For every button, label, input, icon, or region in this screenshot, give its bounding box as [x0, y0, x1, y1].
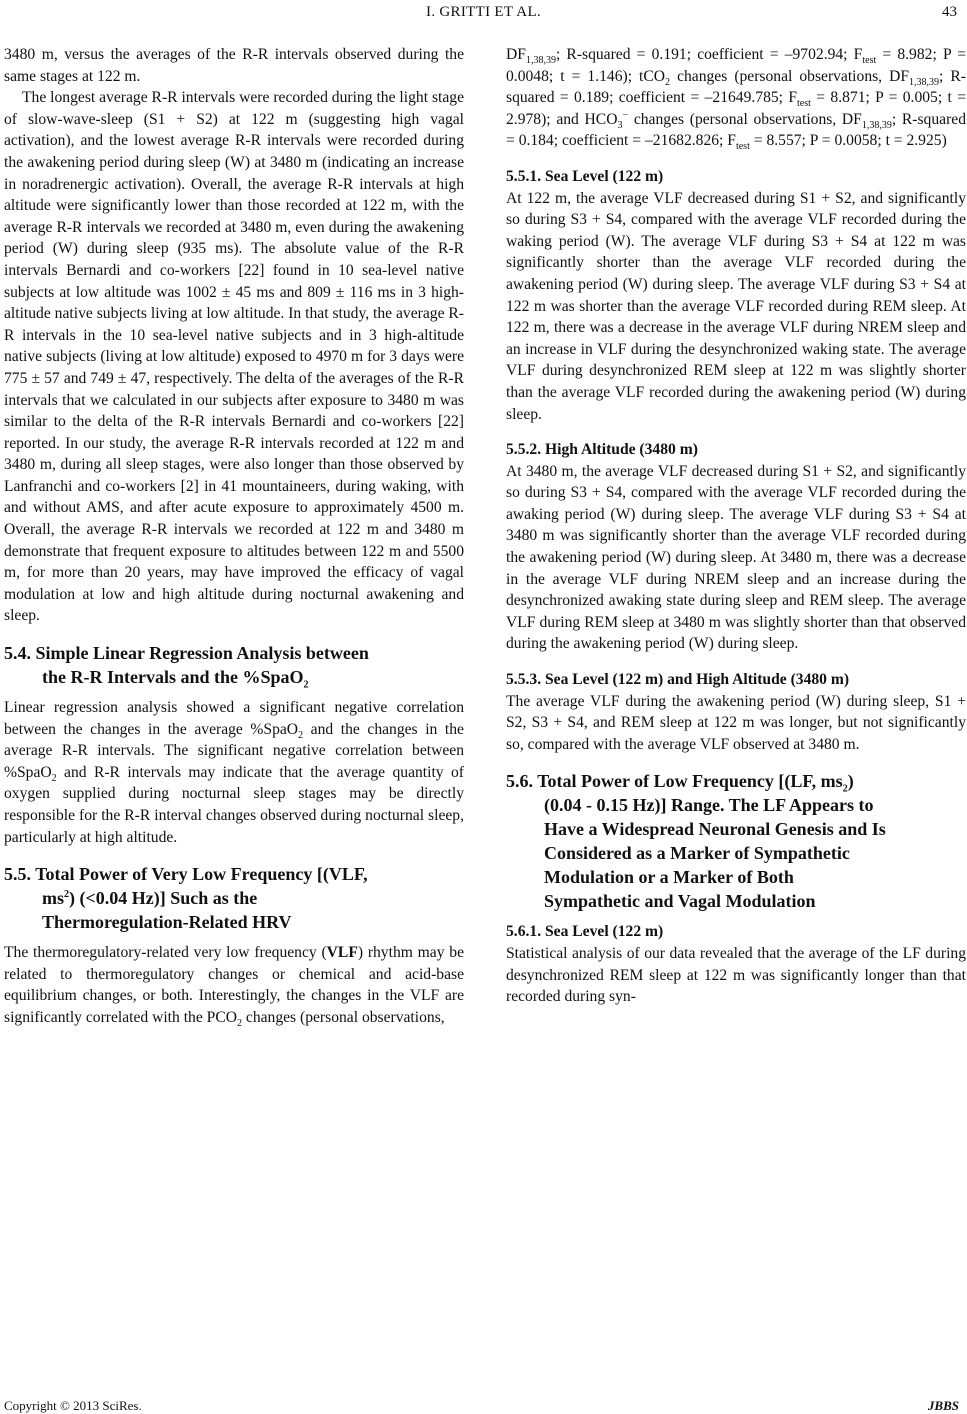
- heading-text: ) (<0.04 Hz)] Such as the: [69, 888, 258, 909]
- subscript: 2: [237, 1018, 242, 1030]
- formula-text: HCO: [584, 110, 618, 128]
- superscript: 2: [64, 889, 69, 901]
- text-run: The thermoregulatory-related very low frequency (: [4, 944, 327, 962]
- paragraph: Statistical analysis of our data revealed that the average of the LF during desynchronized REM sleep at 122 m was significantly longer than that recorded during syn-: [506, 945, 966, 1006]
- journal-abbreviation: JBBS: [927, 1398, 959, 1413]
- bold-term: VLF: [326, 944, 358, 962]
- section-heading-5-6: [506, 769, 966, 913]
- right-column: [506, 44, 966, 1008]
- subscript: 2: [303, 679, 309, 691]
- section-number: 5.5.: [4, 864, 31, 885]
- text-run: ; R-squared = 0.184; coefficient = –21682.826; F: [506, 110, 966, 150]
- paragraph: The average VLF during the awakening period (W) during sleep, S1 + S2, S3 + S4, and REM sleep at 122 m was longer, but not significantly so, compared with the average VLF observed at 3480 m.: [506, 692, 966, 753]
- heading-text: the R-R Intervals and the %SpaO: [42, 667, 304, 688]
- paragraph: The longest average R-R intervals were recorded during the light stage of slow-wave-sleep (S1 + S2) at 122 m (suggesting high vagal activation), and the lowest average R-R intervals were recorded during the awakening period during sleep (W) at 3480 m (indicating an increase in noradrenergic activation). Overall, the average R-R intervals at high altitude were significantly lower than those recorded at 122 m, with the average R-R intervals we recorded at 3480 m, even during the awakening period (W) during sleep (935 ms). The absolute value of the R-R intervals Bernardi and co-workers [22] found in 10 sea-level native subjects at low altitude was 1002 ± 45 ms and 809 ± 116 ms in 3 high-altitude native subjects living at low altitude. In that study, the average R-R intervals in the 10 sea-level native subjects and in 3 high-altitude native subjects (living at low altitude) exposed to 4970 m for 3 days were 775 ± 57 and 749 ± 47, respectively. The delta of the averages of the R-R intervals that we calculated in our subjects after exposure to 3480 m was similar to the delta of the R-R intervals Bernardi and co-workers [22] reported. In our study, the average R-R intervals recorded at 122 m and 3480 m, during all sleep stages, were also longer than those observed by Lanfranchi and co-workers [2] in 41 mountaineers, during waking, with and without AMS, and after acute exposure to approximately 4500 m. Overall, the average R-R intervals we recorded at 122 m and 3480 m demonstrate that frequent exposure to altitudes between 122 m and 5500 m, for more than 20 years, may have improved the efficacy of vagal modulation at low and high altitude during nocturnal awakening and sleep.: [4, 89, 464, 625]
- left-column: [4, 44, 464, 1029]
- subscript: 3: [617, 119, 623, 131]
- heading-text: ms: [42, 888, 64, 909]
- superscript: −: [622, 109, 629, 121]
- text-run: = 8.982; P = 0.0048; t = 1.146); tCO: [506, 46, 966, 85]
- heading-line: Thermoregulation-Related HRV: [42, 912, 292, 933]
- subscript: test: [862, 55, 877, 67]
- text-run: ; R-squared = 0.189; coefficient = –21649.785; F: [506, 67, 966, 107]
- text-run: and R-R intervals may indicate that the average quantity of oxygen supplied during nocturnal sleep stages may be directly responsible for the R-R interval changes observed during nocturnal sleep, particularly at high altitude.: [4, 763, 464, 846]
- page-footer: [0, 1398, 967, 1414]
- subscript: 2: [298, 729, 304, 741]
- subscript: 2: [842, 784, 848, 795]
- heading-line: [4, 665, 464, 689]
- heading-line: Simple Linear Regression Analysis between: [35, 643, 369, 664]
- subsection-heading-5-6-1: 5.6.1. Sea Level (122 m): [506, 923, 664, 941]
- heading-text: ): [847, 771, 854, 792]
- section-heading-5-4: [4, 641, 464, 689]
- subscript: test: [735, 141, 750, 153]
- subsection-heading-5-5-2: 5.5.2. High Altitude (3480 m): [506, 441, 698, 459]
- page-header: [0, 4, 967, 24]
- heading-line: Total Power of Very Low Frequency [(VLF,: [35, 864, 368, 885]
- text-run: changes (personal observations, DF: [670, 67, 910, 85]
- subscript: test: [797, 98, 811, 110]
- heading-line: Have a Widespread Neuronal Genesis and Is: [544, 819, 886, 840]
- text-run: changes (personal observations, DF: [628, 110, 862, 128]
- bicarbonate-formula: [585, 109, 629, 131]
- text-run: = 8.557; P = 0.0058; t = 2.925): [749, 132, 947, 150]
- text-run: and the changes in the average R-R intervals. The significant negative correlation between %SpaO: [4, 720, 464, 781]
- subscript: 1,38,39: [861, 119, 892, 131]
- paragraph: 3480 m, versus the averages of the R-R intervals observed during the same stages at 122 m.: [4, 46, 464, 85]
- paragraph: [506, 44, 966, 152]
- text-run: = 8.871; P = 0.005; t = 2.978); and: [506, 89, 966, 128]
- page-number: 43: [942, 4, 957, 20]
- text-run: ) rhythm may be related to thermoregulatory changes or chemical and acid-base equilibrium changes, or both. Interestingly, the changes in the VLF are significantly correlated with the PCO: [4, 944, 464, 1026]
- heading-line: [537, 771, 854, 795]
- section-heading-5-5: [4, 862, 464, 934]
- text-run: changes (personal observations,: [242, 1008, 445, 1026]
- heading-line: Considered as a Marker of Sympathetic: [544, 843, 850, 864]
- heading-line: [4, 886, 464, 910]
- subscript: 2: [665, 76, 671, 88]
- text-run: ; R-squared = 0.191; coefficient = –9702.94; F: [555, 46, 863, 63]
- subsection-heading-5-5-1: 5.5.1. Sea Level (122 m): [506, 167, 664, 185]
- heading-line: Modulation or a Marker of Both: [544, 867, 794, 888]
- paragraph: [4, 697, 464, 848]
- paragraph: At 122 m, the average VLF decreased during S1 + S2, and significantly so during S3 + S4, compared with the average VLF recorded during the waking period (W). The average VLF during S3 + S4 at 122 m was significantly shorter than the average VLF recorded during the awakening period (W) during sleep. The average VLF during S3 + S4 at 122 m was shorter than the average VLF recorded during REM sleep. At 122 m, there was a decrease in the average VLF during NREM sleep and an increase in VLF during the desynchronized waking state. The average VLF during desynchronized REM sleep at 122 m was slightly shorter than the average VLF recorded during the awakening period (W) during sleep.: [506, 189, 966, 423]
- heading-line: Sympathetic and Vagal Modulation: [544, 891, 816, 912]
- heading-text: Total Power of Low Frequency [(LF, ms: [537, 771, 843, 792]
- subscript: 2: [51, 772, 57, 784]
- section-number: 5.6.: [506, 771, 533, 792]
- heading-line: (0.04 - 0.15 Hz)] Range. The LF Appears to: [544, 795, 874, 816]
- running-head: I. GRITTI ET AL.: [426, 4, 541, 20]
- paragraph: At 3480 m, the average VLF decreased during S1 + S2, and significantly so during S3 + S4, compared with the average VLF recorded during the awaking period (W) during sleep. The average VLF during S3 + S4 at 3480 m was significantly shorter than the average VLF recorded during the awakening period (W) during sleep. At 3480 m, there was a decrease in the average VLF during NREM sleep and an increase during the desynchronized awaking state during sleep and REM sleep. The average VLF during REM sleep at 3480 m was slightly shorter than that observed during the awakening period (W) during sleep.: [506, 462, 966, 653]
- text-run: DF: [506, 46, 526, 63]
- paragraph: [4, 942, 464, 1028]
- subsection-heading-5-5-3: 5.5.3. Sea Level (122 m) and High Altitude (3480 m): [506, 671, 850, 689]
- section-number: 5.4.: [4, 643, 31, 664]
- subscript: 1,38,39: [525, 55, 556, 67]
- text-run: Linear regression analysis showed a significant negative correlation between the changes in the average %SpaO: [4, 699, 464, 738]
- subscript: 1,38,39: [909, 76, 940, 88]
- copyright-notice: Copyright © 2013 SciRes.: [4, 1398, 142, 1413]
